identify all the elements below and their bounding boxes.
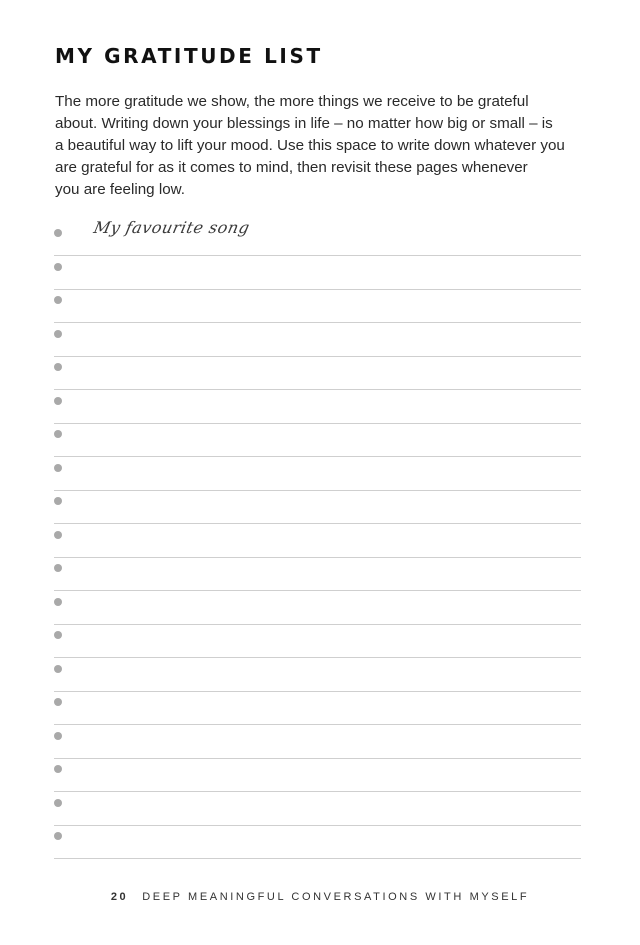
page-footer	[0, 891, 640, 903]
intro-line: you are feeling low.	[55, 181, 186, 198]
list-item[interactable]	[54, 423, 581, 457]
intro-line: The more gratitude we show, the more things we receive to be grateful	[55, 93, 529, 110]
list-item[interactable]	[54, 218, 581, 256]
bullet-dot-icon	[54, 397, 62, 405]
list-item[interactable]	[54, 691, 581, 725]
list-item[interactable]	[54, 658, 581, 692]
list-item[interactable]	[54, 725, 581, 759]
list-item[interactable]	[54, 557, 581, 591]
bullet-dot-icon	[54, 330, 62, 338]
list-item[interactable]	[54, 289, 581, 323]
bullet-dot-icon	[54, 799, 62, 807]
page-title: MY GRATITUDE LIST	[55, 44, 323, 68]
intro-line: about. Writing down your blessings in life – no matter how big or small – is	[55, 115, 553, 132]
bullet-dot-icon	[54, 832, 62, 840]
bullet-dot-icon	[54, 564, 62, 572]
list-item[interactable]	[54, 356, 581, 390]
bullet-dot-icon	[54, 263, 62, 271]
bullet-dot-icon	[54, 497, 62, 505]
page-number: 20	[110, 891, 129, 903]
list-item[interactable]	[54, 490, 581, 524]
bullet-dot-icon	[54, 765, 62, 773]
list-item[interactable]	[54, 591, 581, 625]
list-item[interactable]	[54, 825, 581, 859]
list-item[interactable]	[54, 758, 581, 792]
list-item[interactable]	[54, 624, 581, 658]
bullet-dot-icon	[54, 698, 62, 706]
bullet-dot-icon	[54, 631, 62, 639]
bullet-dot-icon	[54, 665, 62, 673]
list-item[interactable]	[54, 256, 581, 290]
list-item[interactable]	[54, 792, 581, 826]
bullet-dot-icon	[54, 464, 62, 472]
bullet-dot-icon	[54, 296, 62, 304]
list-item[interactable]	[54, 323, 581, 357]
intro-line: are grateful for as it comes to mind, then revisit these pages whenever	[55, 159, 528, 176]
bullet-dot-icon	[54, 363, 62, 371]
list-item[interactable]	[54, 524, 581, 558]
bullet-dot-icon	[54, 531, 62, 539]
intro-line: a beautiful way to lift your mood. Use this space to write down whatever you	[55, 137, 565, 154]
bullet-dot-icon	[54, 229, 62, 237]
list-item-text: My favourite song	[91, 218, 252, 237]
bullet-dot-icon	[54, 598, 62, 606]
list-item[interactable]	[54, 457, 581, 491]
bullet-dot-icon	[54, 732, 62, 740]
bullet-dot-icon	[54, 430, 62, 438]
list-item[interactable]	[54, 390, 581, 424]
book-title: DEEP MEANINGFUL CONVERSATIONS WITH MYSELF	[142, 891, 530, 903]
writing-line	[54, 858, 581, 859]
